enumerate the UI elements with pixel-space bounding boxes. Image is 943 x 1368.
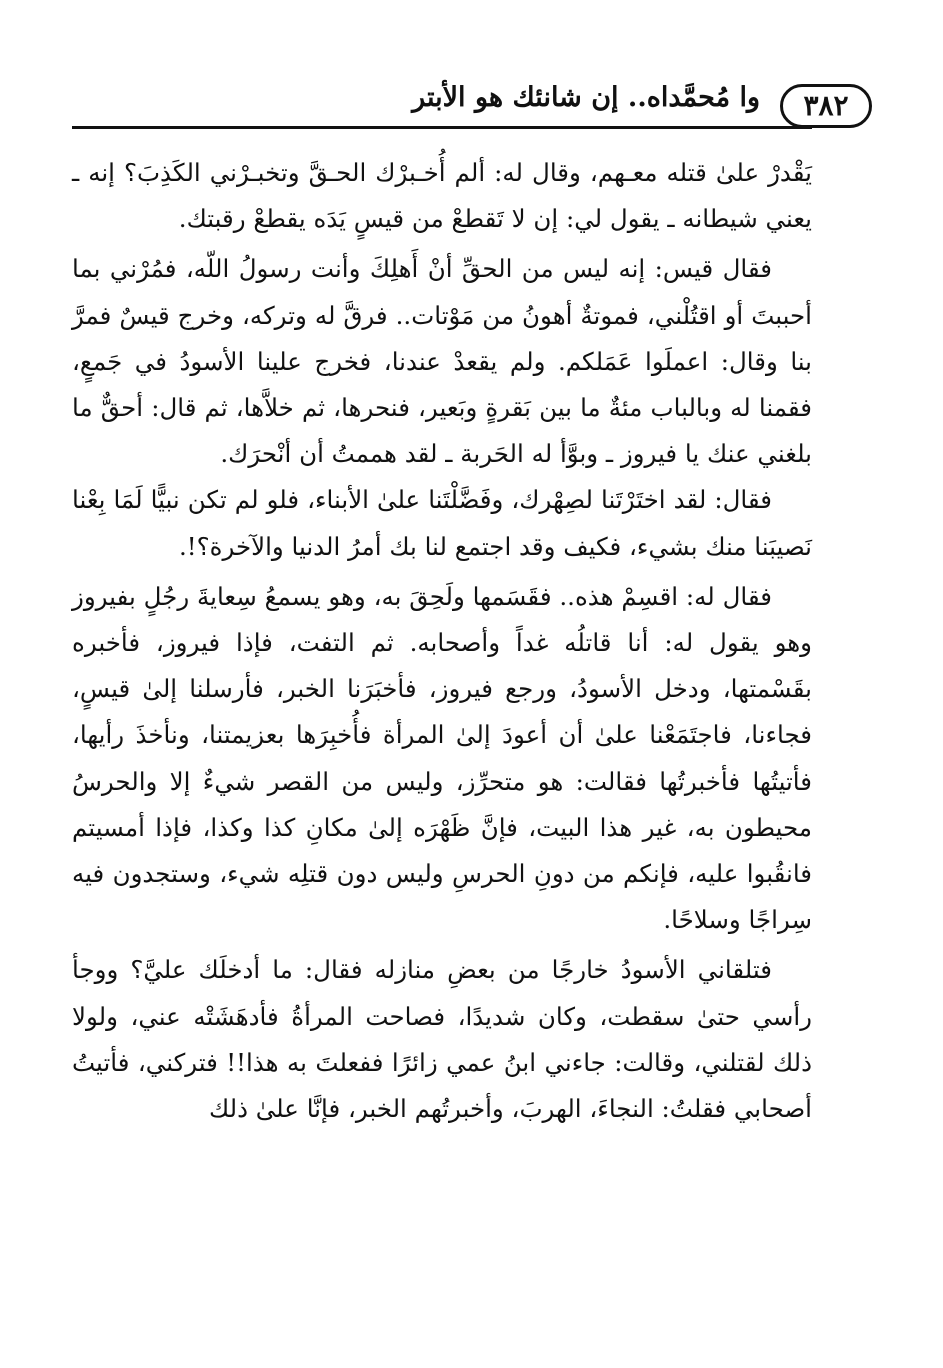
paragraph-5: فتلقاني الأسودُ خارجًا من بعضِ منازله فقال: ما أدخلَك عليَّ؟ ووجأ رأسي حتىٰ سقطت، وكان شديدًا، فصاحت المرأةُ فأدهَشَتْه عني، ولولا ذلك لقتلني، وقالت: جاءني ابنُ عمي زائرًا ففعلتَ به هذا!! فتركني، فأتيتُ أصحابي فقلتُ: النجاءَ، الهربَ، وأخبرتُهم الخبر، فإنَّا علىٰ ذلك — [72, 955, 812, 1124]
page-header — [72, 78, 872, 138]
paragraph-2: فقال قيس: إنه ليس من الحقِّ أنْ أَهلِكَ وأنت رسولُ اللّه، فمُرْني بما أحببتَ أو اقتُلْني، فموتةٌ أهونُ من مَوْتات.. فرقَّ له وتركه، وخرج قيسٌ فمرَّ بنا وقال: اعملَوا عَمَلكم. ولم يقعدْ عندنا، فخرج علينا الأسودُ في جَمعٍ، فقمنا له وبالباب مئةٌ ما بين بَقرةٍ وبَعير، فنحرها، ثم خلاَّها، ثم قال: أحقٌّ ما بلغني عنك يا فيروز ـ وبوَّأ له الحَربة ـ لقد هممتُ أن أنْحرَك. — [72, 254, 812, 469]
body-text — [72, 150, 812, 1132]
page-number: ٣٨٢ — [780, 84, 872, 128]
running-title: وا مُحمَّداه.. إن شانئك هو الأبتر — [412, 82, 760, 113]
paragraph-1: يَقْدرْ علىٰ قتله معـهم، وقال له: ألم أُخـبرْك الحـقَّ وتخبـرْني الكَذِبَ؟ إنه ـ يعني شيطانه ـ يقول لي: إن لا تَقطعْ من قيسٍ يَدَه يقطعْ رقبتك. — [72, 158, 812, 234]
paragraph-3: فقال: لقد اختَرْتَنا لصِهْرك، وفَضَّلْتَنا علىٰ الأبناء، فلو لم تكن نبيًّا لَمَا بِعْنا نَصيبَنا منك بشيء، فكيف وقد اجتمع لنا بك أمرُ الدنيا والآخرة؟!. — [72, 485, 812, 561]
paragraph-4: فقال له: اقسِمْ هذه.. فقَسَمها ولَحِقَ به، وهو يسمعُ سِعايةَ رجُلٍ بفيروز وهو يقول له: أنا قاتلُه غداً وأصحابه. ثم التفت، فإذا فيروز، فأخبره بقَسْمتها، ودخل الأسودُ، ورجع فيروز، فأخبَرَنا الخبر، فأرسلنا إلىٰ قيسٍ، فجاءنا، فاجتَمَعْنا علىٰ أن أعودَ إلىٰ المرأة فأُخبِرَها بعزيمتنا، ونأخذَ رأيها، فأتيتُها فأخبرتُها فقالت: هو متحرِّز، وليس من القصر شيءٌ إلا والحرسُ محيطون به، غير هذا البيت، فإنَّ ظَهْرَه إلىٰ مكانِ كذا وكذا، فإذا أمسيتم فانقُبوا عليه، فإنكم من دونِ الحرسِ وليس دون قتلِه شيء، وستجدون فيه سِراجًا وسلاحًا. — [72, 581, 812, 935]
header-rule — [72, 126, 812, 129]
